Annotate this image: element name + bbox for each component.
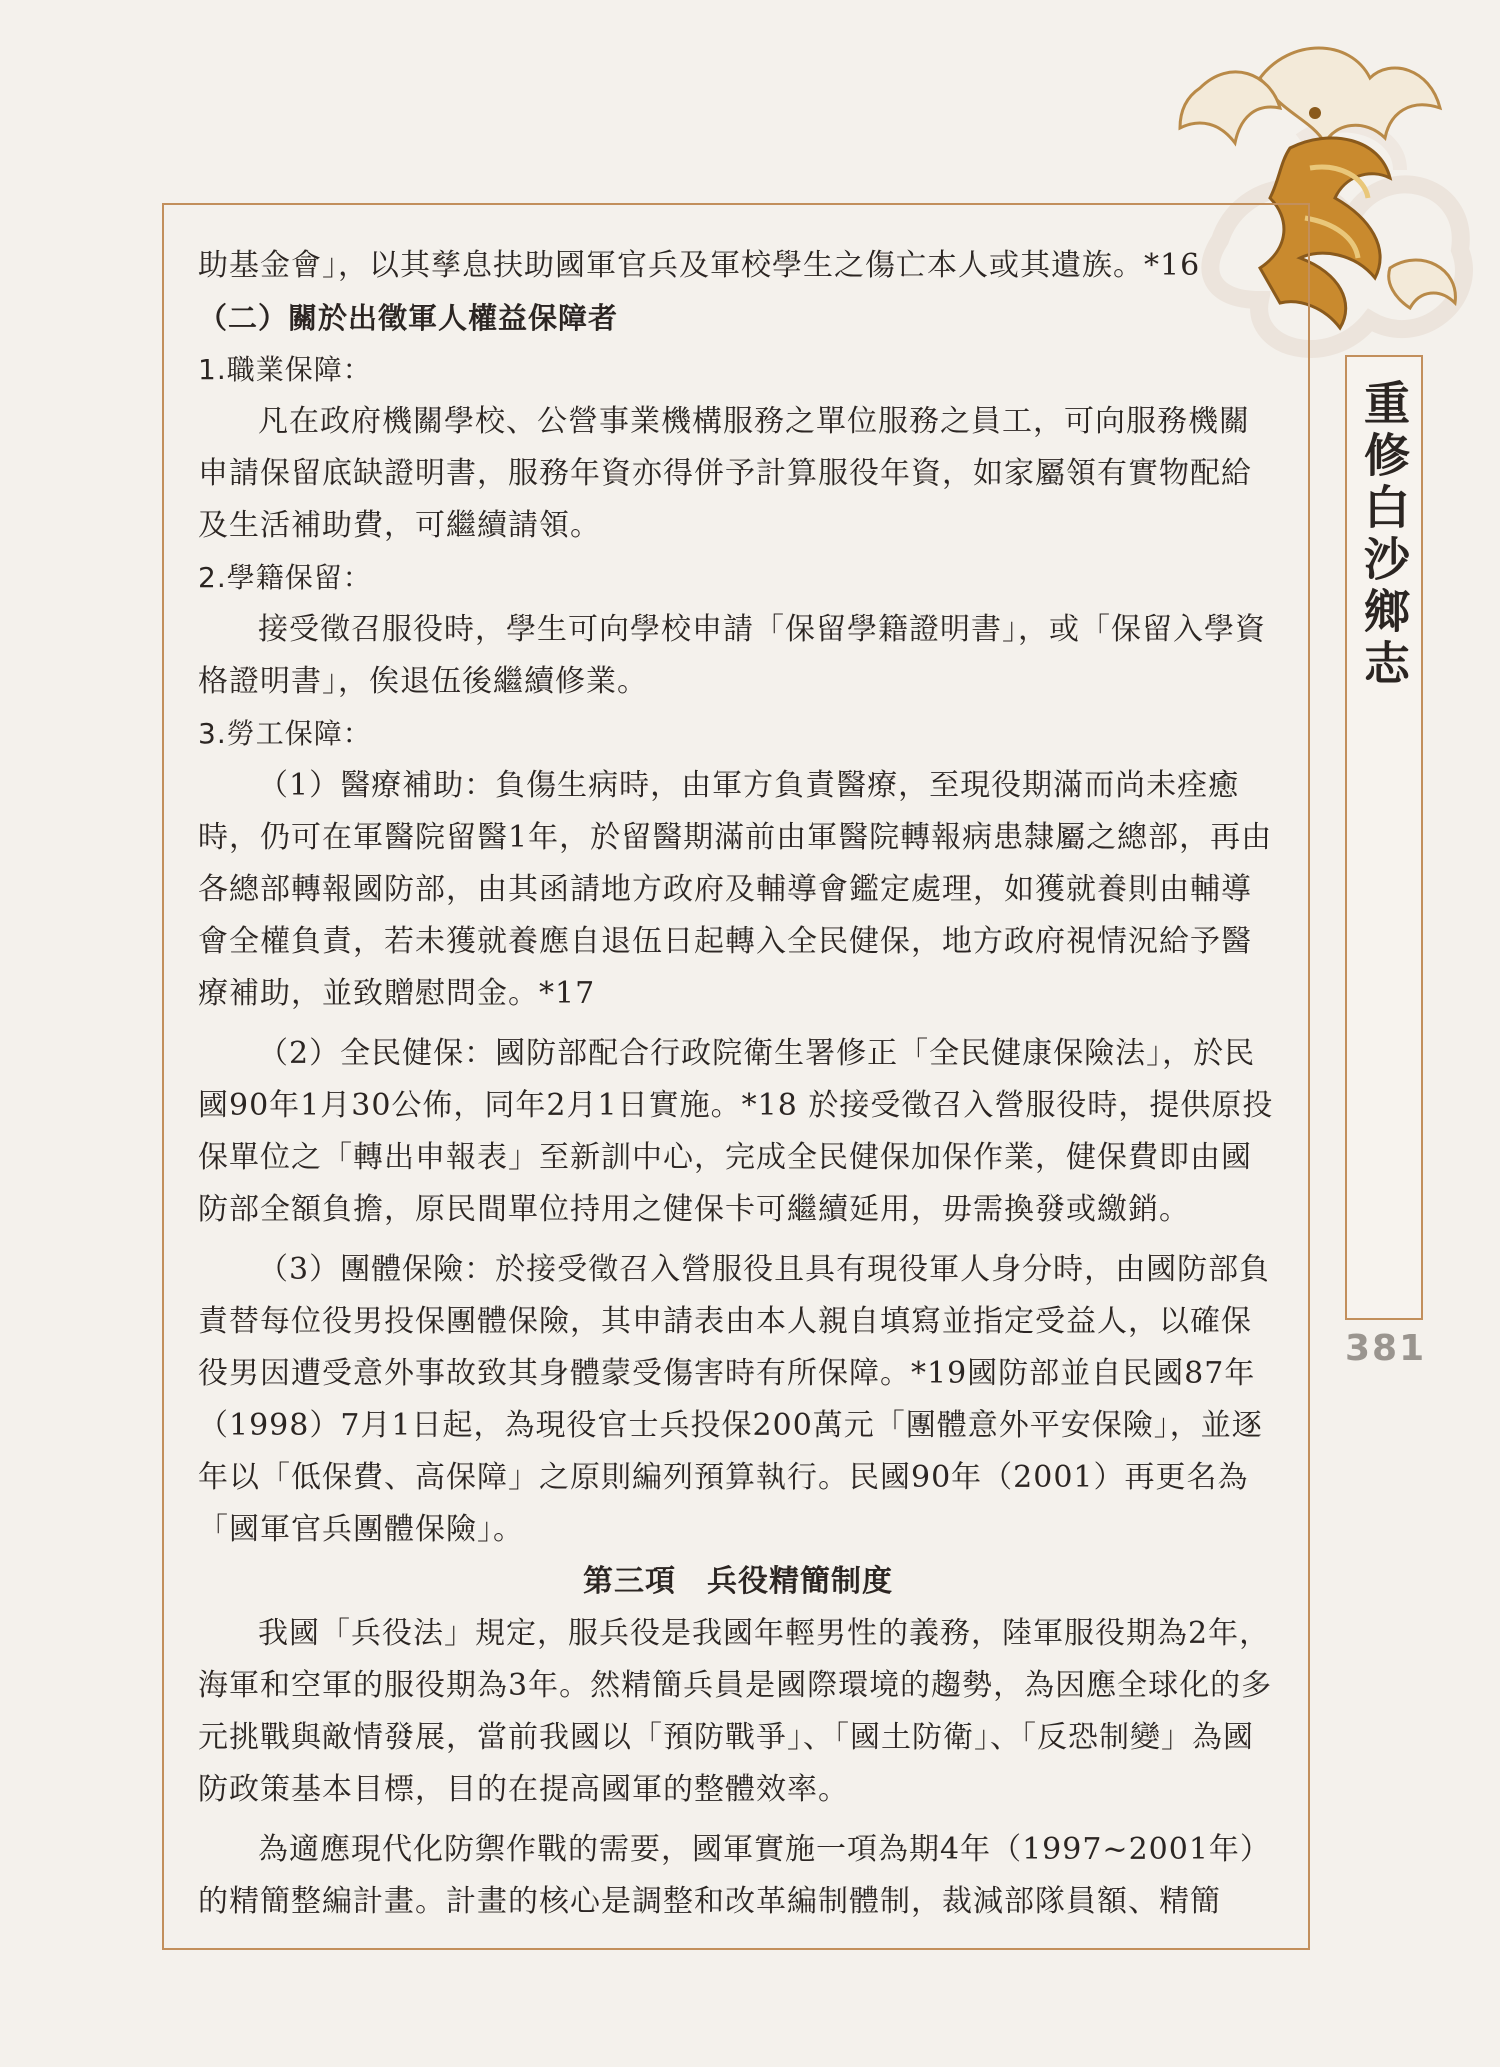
heading-labor-protection: 3.勞工保障： xyxy=(198,717,372,750)
paragraph-health-insurance: （2）全民健保：國防部配合行政院衛生署修正「全民健康保險法」，於民國90年1月30公佈，同年2月1日實施。*18 於接受徵召入營服役時，提供原投保單位之「轉出申報表」至新訓中心，完成全民健保加保作業，健保費即由國防部全額負擔，原民間單位持用之健保卡可繼續延用，毋需換發或繳銷。 xyxy=(198,1036,1274,1227)
paragraph-streamlining-plan: 為適應現代化防禦作戰的需要，國軍實施一項為期4年（1997~2001年）的精簡整編計畫。計畫的核心是調整和改革編制體制，裁減部隊員額、精簡 xyxy=(198,1832,1271,1919)
heading-school-retention: 2.學籍保留： xyxy=(198,561,372,594)
paragraph-group-insurance: （3）團體保險：於接受徵召入營服役且具有現役軍人身分時，由國防部負責替每位役男投保團體保險，其申請表由本人親自填寫並指定受益人，以確保役男因遭受意外事故致其身體蒙受傷害時有所保障。*19國防部並自民國87年（1998）7月1日起，為現役官士兵投保200萬元「團體意外平安保險」，並逐年以「低保費、高保障」之原則編列預算執行。民國90年（2001）再更名為「國軍官兵團體保險」。 xyxy=(198,1252,1271,1547)
side-tab xyxy=(1345,355,1423,1320)
paragraph-military-service-law: 我國「兵役法」規定，服兵役是我國年輕男性的義務，陸軍服役期為2年，海軍和空軍的服役期為3年。然精簡兵員是國際環境的趨勢，為因應全球化的多元挑戰與敵情發展，當前我國以「預防戰爭」、「國土防衛」、「反恐制變」為國防政策基本目標，目的在提高國軍的整體效率。 xyxy=(198,1616,1273,1807)
subheading-soldier-benefits: （二）關於出徵軍人權益保障者 xyxy=(198,301,619,335)
paragraph-school-retention: 接受徵召服役時，學生可向學校申請「保留學籍證明書」，或「保留入學資格證明書」，俟退伍後繼續修業。 xyxy=(198,612,1266,699)
paragraph-job-protection: 凡在政府機關學校、公營事業機構服務之單位服務之員工，可向服務機關申請保留底缺證明書，服務年資亦得併予計算服役年資，如家屬領有實物配給及生活補助費，可繼續請領。 xyxy=(198,404,1252,543)
body-text xyxy=(198,240,1278,1928)
book-title: 重修白沙鄉志 xyxy=(1357,379,1411,691)
paragraph-medical-subsidy: （1）醫療補助：負傷生病時，由軍方負責醫療，至現役期滿而尚未痊癒時，仍可在軍醫院留醫1年，於留醫期滿前由軍醫院轉報病患隸屬之總部，再由各總部轉報國防部，由其函請地方政府及輔導會鑑定處理，如獲就養則由輔導會全權負責，若未獲就養應自退伍日起轉入全民健保，地方政府視情況給予醫療補助，並致贈慰問金。*17 xyxy=(198,768,1273,1011)
section-title: 第三項 兵役精簡制度 xyxy=(583,1564,893,1599)
page-number: 381 xyxy=(1345,1328,1427,1369)
heading-job-protection: 1.職業保障： xyxy=(198,353,372,386)
paragraph-foundation: 助基金會」，以其孳息扶助國軍官兵及軍校學生之傷亡本人或其遺族。*16 xyxy=(198,248,1201,283)
